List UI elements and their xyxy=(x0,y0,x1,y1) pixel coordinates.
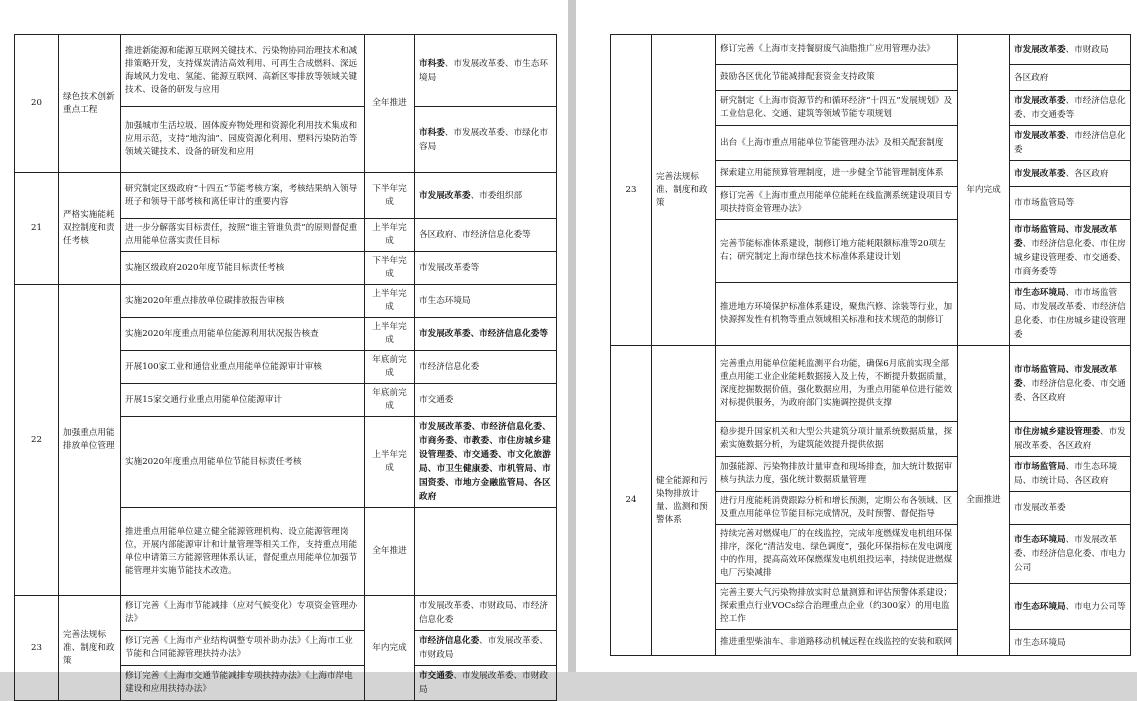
completion-time xyxy=(365,351,415,384)
task-text: 修订完善《上海市支持餐厨废气油脂推广应用管理办法》 xyxy=(720,44,935,54)
task-description xyxy=(716,525,958,584)
task-text: 进一步分解落实目标责任，按照“谁主管谁负责”的原则督促重点用能单位落实责任目标 xyxy=(125,223,358,246)
lead-unit: 市发展改革委 xyxy=(1014,168,1066,179)
other-units: 市交通委 xyxy=(419,395,454,405)
task-text: 推进重型柴油车、非道路移动机械远程在线监控的安装和联网 xyxy=(720,637,953,647)
responsible-units xyxy=(415,173,557,219)
completion-time xyxy=(365,596,415,701)
task-text: 开展100家工业和通信业重点用能单位能源审计审核 xyxy=(125,361,322,372)
task-description xyxy=(121,107,365,173)
responsible-units xyxy=(1010,346,1131,422)
task-table-right xyxy=(610,34,1131,656)
task-description xyxy=(716,283,958,346)
row-number xyxy=(611,35,652,346)
completion-time xyxy=(958,35,1010,346)
other-units: 、市发展改革委、市生态环境局 xyxy=(419,58,548,83)
task-description xyxy=(121,318,365,351)
task-description xyxy=(121,631,365,666)
task-description xyxy=(121,384,365,417)
responsible-units xyxy=(1010,457,1131,492)
responsible-units xyxy=(415,318,557,351)
lead-unit: 市发展改革委 xyxy=(1014,44,1066,55)
completion-time xyxy=(365,252,415,285)
other-units: 市发展改革委等 xyxy=(419,263,480,273)
task-text: 修订完善《上海市交通节能减排专项扶持办法》《上海市岸电建设和应用扶持办法》 xyxy=(125,671,353,694)
task-description xyxy=(716,126,958,161)
lead-unit: 市市场监管局 xyxy=(1014,462,1066,472)
other-units: 、市经济信息化委 xyxy=(1014,131,1126,155)
other-units: 、市发展改革委、市绿化市容局 xyxy=(419,127,548,152)
responsible-units xyxy=(415,666,557,701)
row-number xyxy=(611,346,652,656)
responsible-units xyxy=(415,285,557,318)
table-row xyxy=(611,346,1131,422)
completion-time-text: 上半年完成 xyxy=(372,322,407,345)
task-description xyxy=(716,161,958,187)
completion-time xyxy=(365,318,415,351)
responsible-units xyxy=(415,596,557,631)
responsible-units xyxy=(1010,35,1131,65)
responsible-units xyxy=(1010,187,1131,220)
completion-time-text: 上半年完成 xyxy=(372,289,407,312)
row-number-text: 22 xyxy=(31,434,42,445)
completion-time xyxy=(958,346,1010,656)
lead-unit: 市经济信息化委 xyxy=(419,636,480,646)
responsible-units xyxy=(415,252,557,285)
category-text: 严格实施能耗双控制度和责任考核 xyxy=(63,210,115,246)
completion-time xyxy=(365,285,415,318)
other-units: 各区政府、市经济信息化委等 xyxy=(419,230,531,240)
row-number-text: 23 xyxy=(625,184,637,195)
category-name xyxy=(652,346,716,656)
completion-time-text: 上半年完成 xyxy=(372,450,407,473)
row-number-text: 24 xyxy=(625,495,637,505)
task-description xyxy=(716,187,958,220)
category-name xyxy=(59,285,121,596)
task-text: 鼓励各区优化节能减排配套资金支持政策 xyxy=(720,72,875,82)
category-text: 加强重点用能排放单位管理 xyxy=(63,428,115,451)
responsible-units xyxy=(415,631,557,666)
other-units: 市生态环境局 xyxy=(1014,637,1066,648)
task-text: 开展15家交通行业重点用能单位能源审计 xyxy=(125,394,283,405)
other-units: 、市发展改革委、市财政局 xyxy=(419,636,548,660)
completion-time xyxy=(365,384,415,417)
other-units: 、市市场监管局、市发展改革委、市经济信息化委、市住房城乡建设管理委 xyxy=(1014,288,1126,340)
other-units: 、市财政局 xyxy=(1065,44,1109,55)
task-description xyxy=(121,285,365,318)
lead-unit: 市发展改革委、市经济信息化委等 xyxy=(419,329,548,339)
task-description xyxy=(121,596,365,631)
task-description xyxy=(121,417,365,508)
task-text: 推进地方环境保护标准体系建设，聚焦汽修、涂装等行业，加快源挥发性有机物等重点领域相关标准和技术规范的制修订 xyxy=(720,302,953,325)
task-description xyxy=(716,457,958,492)
lead-unit: 市科委 xyxy=(419,58,445,69)
responsible-units xyxy=(1010,283,1131,346)
document-page-right xyxy=(576,0,1137,672)
other-units: 各区政府 xyxy=(1014,72,1049,83)
table-row xyxy=(15,285,557,318)
task-description xyxy=(121,173,365,219)
completion-time-text: 全年推进 xyxy=(372,546,407,556)
completion-time xyxy=(365,173,415,219)
responsible-units xyxy=(1010,91,1131,126)
task-text: 推进新能源和能源互联网关键技术、污染物协同治理技术和减排策略开发，支持煤炭清洁高效利用、可再生合成燃料、深远海域风力发电、氢能、能源互联网、高新区零排放等领域关键技术、设备的研发与应用 xyxy=(125,45,358,95)
task-description xyxy=(121,351,365,384)
completion-time-text: 年内完成 xyxy=(372,642,407,653)
lead-unit: 市发展改革委 xyxy=(1014,131,1066,141)
other-units: 市发展改革委、市财政局、市经济信息化委 xyxy=(419,601,548,625)
row-number-text: 23 xyxy=(31,642,42,653)
table-row xyxy=(15,173,557,219)
completion-time xyxy=(365,508,415,596)
task-description xyxy=(121,219,365,252)
category-text: 完善法规标准、制度和政策 xyxy=(63,629,115,666)
responsible-units xyxy=(1010,492,1131,525)
task-description xyxy=(716,584,958,630)
lead-unit: 市交通委 xyxy=(419,671,454,681)
other-units: 、市发展改革委、市财政局 xyxy=(419,671,548,695)
task-description xyxy=(716,220,958,283)
responsible-units xyxy=(1010,161,1131,187)
task-text: 研究制定《上海市资源节约和循环经济“十四五”发展规划》及工业信息化、交通、建筑等领域节能专项规划 xyxy=(720,96,953,119)
task-description xyxy=(121,666,365,701)
lead-unit: 市生态环境局 xyxy=(1014,288,1066,298)
responsible-units xyxy=(415,35,557,107)
completion-time-text: 全年推进 xyxy=(372,98,407,108)
task-text: 修订完善《上海市产业结构调整专项补助办法》《上海市工业节能和合同能源管理扶持办法》 xyxy=(125,636,353,659)
lead-unit: 市生态环境局 xyxy=(1014,601,1066,612)
completion-time-text: 年底前完成 xyxy=(372,388,407,411)
task-text: 稳步提升国家机关和大型公共建筑分项计量系统数据质量，探索实施数据分析，为建筑能效提升提供依据 xyxy=(720,427,953,450)
task-description xyxy=(716,346,958,422)
responsible-units xyxy=(415,351,557,384)
other-units: 、各区政府 xyxy=(1065,168,1109,179)
table-row xyxy=(611,35,1131,65)
responsible-units xyxy=(1010,584,1131,630)
responsible-units xyxy=(415,384,557,417)
task-description xyxy=(716,35,958,65)
task-text: 完善主要大气污染物排放实时总量测算和评估预警体系建设；探索重点行业VOCs综合治理重点企业（约300家）的用电监控工作 xyxy=(720,588,953,624)
other-units: 、市生态环境局、市统计局、各区政府 xyxy=(1014,462,1118,486)
task-text: 修订完善《上海市节能减排（应对气候变化）专项资金管理办法》 xyxy=(125,601,358,624)
category-name xyxy=(59,596,121,701)
task-description xyxy=(121,35,365,107)
other-units: 、市发展改革委、各区政府 xyxy=(1014,427,1126,451)
task-text: 修订完善《上海市重点用能单位能耗在线监测系统建设项目专项扶持资金管理办法》 xyxy=(720,191,953,214)
category-text: 健全能源和污染物排放计量、监测和预警体系 xyxy=(656,475,708,525)
completion-time-text: 下半年完成 xyxy=(372,256,407,279)
page-gap xyxy=(568,0,576,672)
other-units: 、市经济信息化委、市交通委、各区政府 xyxy=(1014,378,1126,403)
task-description xyxy=(121,508,365,596)
completion-time xyxy=(365,35,415,173)
responsible-units xyxy=(1010,126,1131,161)
lead-unit: 市住房城乡建设管理委 xyxy=(1014,427,1100,437)
lead-unit: 市发展改革委 xyxy=(419,190,471,201)
lead-unit: 市发展改革委 xyxy=(1014,96,1066,106)
responsible-units xyxy=(1010,65,1131,91)
task-text: 出台《上海市重点用能单位节能管理办法》及相关配套制度 xyxy=(720,137,944,148)
other-units: 、市发展改革委、市经济信息化委、市电力公司 xyxy=(1014,535,1126,573)
other-units: 市市场监管局等 xyxy=(1014,198,1075,208)
task-table-left xyxy=(14,34,557,701)
task-description xyxy=(716,630,958,656)
task-description xyxy=(716,422,958,457)
row-number xyxy=(15,173,59,285)
task-text: 实施区级政府2020年度节能目标责任考核 xyxy=(125,262,285,273)
task-text: 实施2020年度重点用能单位节能目标责任考核 xyxy=(125,456,302,467)
task-description xyxy=(716,492,958,525)
task-description xyxy=(121,252,365,285)
completion-time-text: 全面推进 xyxy=(966,495,1001,505)
table-row xyxy=(15,596,557,631)
task-text: 完善节能标准体系建设，制修订地方能耗限额标准等20项左右；研究制定上海市绿色技术标准体系建设计划 xyxy=(720,239,946,262)
task-text: 进行月度能耗消费跟踪分析和增长预测，定期公布各领域、区及重点用能单位节能目标完成情况，及时预警、督促指导 xyxy=(720,496,953,519)
row-number-text: 20 xyxy=(31,98,42,108)
document-page-left xyxy=(0,0,568,695)
responsible-units xyxy=(1010,525,1131,584)
other-units: 、市经济信息化委、市交通委等 xyxy=(1014,96,1126,120)
lead-unit: 市市场监管局、市发展改革委 xyxy=(1014,364,1118,389)
other-units: 市生态环境局 xyxy=(419,296,471,306)
responsible-units xyxy=(415,107,557,173)
completion-time xyxy=(365,219,415,252)
other-units: 、市委组织部 xyxy=(470,190,523,201)
category-text: 绿色技术创新重点工程 xyxy=(63,91,115,115)
responsible-units xyxy=(415,219,557,252)
task-text: 完善重点用能单位能耗监测平台功能，确保6月底前实现全部重点用能工业企业能耗数据接入及上传，不断提升数据质量，深度挖掘数据价值，强化数据应用，为重点用能单位进行能效对标提供服务，为政府部门实施调控提供支撑 xyxy=(720,358,953,408)
task-text: 实施2020年重点排放单位碳排放报告审核 xyxy=(125,295,285,306)
category-name xyxy=(59,35,121,173)
task-text: 探索建立用能预算管理制度，进一步健全节能管理制度体系 xyxy=(720,168,944,178)
task-text: 加强城市生活垃圾、固体废弃物处理和资源化利用技术集成和应用示范，支持“地沟油”、园废资源化利用、塑料污染防治等领域关键技术、设备的研发和应用 xyxy=(125,121,358,157)
task-text: 加强能源、污染物排放计量审查和现场排查，加大统计数据审核与执法力度，强化统计数据质量管理 xyxy=(720,462,953,485)
lead-unit: 市发展改革委、市经济信息化委、市商务委、市教委、市住房城乡建设管理委、市交通委、市文化旅游局、市卫生健康委、市机管局、市国资委、市地方金融监管局、各区政府 xyxy=(419,422,551,502)
other-units: 市发展改革委 xyxy=(1014,503,1066,513)
completion-time-text: 下半年完成 xyxy=(372,183,407,207)
task-description xyxy=(716,91,958,126)
responsible-units xyxy=(415,508,557,596)
other-units: 、市电力公司等 xyxy=(1065,601,1126,612)
row-number xyxy=(15,596,59,701)
row-number-text: 21 xyxy=(31,223,42,233)
category-name xyxy=(652,35,716,346)
other-units: 市经济信息化委 xyxy=(419,362,480,372)
responsible-units xyxy=(1010,220,1131,283)
completion-time xyxy=(365,417,415,508)
lead-unit: 市市场监管局、市发展改革委 xyxy=(1014,225,1118,249)
lead-unit: 市科委 xyxy=(419,127,445,138)
responsible-units xyxy=(1010,422,1131,457)
task-text: 持续完善对燃煤电厂的在线监控，完成年度燃煤发电机组环保排序，深化“清洁发电、绿色调度”，强化环保指标在发电调度中的作用，提高高效环保燃煤发电机组投运率，持续促进燃煤电厂污染减排 xyxy=(720,529,953,578)
task-description xyxy=(716,65,958,91)
category-text: 完善法规标准、制度和政策 xyxy=(656,171,708,208)
task-text: 研究制定区级政府“十四五”节能考核方案，考核结果纳入领导班子和领导干部考核和离任审计的重要内容 xyxy=(125,183,358,207)
responsible-units xyxy=(415,417,557,508)
responsible-units xyxy=(1010,630,1131,656)
table-row xyxy=(15,35,557,107)
completion-time-text: 上半年完成 xyxy=(372,223,407,246)
row-number xyxy=(15,35,59,173)
category-name xyxy=(59,173,121,285)
row-number xyxy=(15,285,59,596)
other-units: 、市经济信息化委、市住房城乡建设管理委、市交通委、市商务委等 xyxy=(1014,239,1126,277)
lead-unit: 市生态环境局 xyxy=(1014,535,1066,545)
task-text: 实施2020年度重点用能单位能源利用状况报告核查 xyxy=(125,328,319,339)
task-text: 推进重点用能单位建立健全能源管理机构、设立能源管理岗位，开展内部能源审计和计量管理等相关工作，支持重点用能单位申请第三方能源管理体系认证，督促重点用能单位加强节能管理并实施节能技术改造。 xyxy=(125,526,358,576)
completion-time-text: 年底前完成 xyxy=(372,355,407,378)
completion-time-text: 年内完成 xyxy=(966,184,1001,195)
